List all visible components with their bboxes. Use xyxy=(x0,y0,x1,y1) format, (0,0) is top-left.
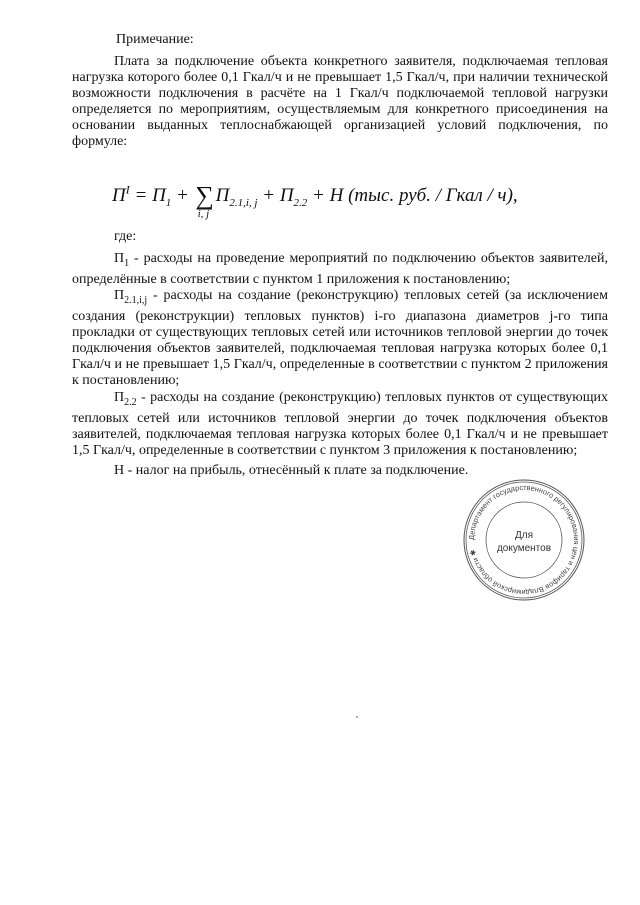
scan-speck xyxy=(356,716,358,718)
definition-p21 xyxy=(72,288,608,389)
formula-p1-sub: 1 xyxy=(165,197,172,209)
definition-subscript: 2.2 xyxy=(124,396,137,408)
definition-text: - расходы на создание (реконструкцию) тепловых пунктов от существующих тепловых сетей или источников тепловой энергии до точек подключения объектов заявителей, подключаемая тепловая нагрузка которых более 0,1 Гкал/ч и не превышает 1,5 Гкал/ч, определенные в соответствии с пунктом 3 приложения к постановлению; xyxy=(72,390,608,458)
sigma-index: i, j xyxy=(197,208,210,220)
definition-h xyxy=(72,463,608,479)
formula-p22: П xyxy=(279,185,294,206)
definition-symbol: Н xyxy=(114,463,125,478)
definition-subscript: 2.1,i,j xyxy=(124,294,148,306)
formula-plus1: + xyxy=(171,185,194,206)
formula-lhs-sup: I xyxy=(125,182,130,197)
definition-text: - расходы на проведение мероприятий по подключению объектов заявителей, определённые в соответствии с пунктом 1 приложения к постановлению; xyxy=(72,251,608,287)
formula-sum xyxy=(194,178,216,220)
formula-lhs: П xyxy=(112,185,126,206)
definition-symbol: П xyxy=(114,390,125,405)
formula xyxy=(112,178,518,222)
stamp-center-line2: документов xyxy=(496,543,552,554)
formula-p21-sub: 2.1,i, j xyxy=(229,197,258,209)
stamp-center-line1: Для xyxy=(514,530,534,541)
definition-text: - налог на прибыль, отнесённый к плате за подключение. xyxy=(124,463,469,478)
formula-units: (тыс. руб. / Гкал / ч), xyxy=(343,185,518,206)
formula-plus3: + xyxy=(307,185,330,206)
definition-symbol: П xyxy=(114,288,125,303)
stamp-ring-text: Департамент государственного регулирования цен и тарифов Владимирской области ✱ xyxy=(466,482,582,598)
definition-p1 xyxy=(72,251,608,288)
formula-p1: П xyxy=(152,185,166,206)
formula-p21: П xyxy=(215,185,230,206)
definition-p22 xyxy=(72,390,608,459)
formula-p22-sub: 2.2 xyxy=(293,197,308,209)
note-heading: Примечание: xyxy=(116,32,194,47)
sigma-symbol: ∑ xyxy=(195,181,214,210)
definition-symbol: П xyxy=(114,251,125,266)
intro-paragraph: Плата за подключение объекта конкретного заявителя, подключаемая тепловая нагрузка которого более 0,1 Гкал/ч и не превышает 1,5 Гкал/ч, при наличии технической возможности подключения в расчёте на 1 Гкал/ч подключаемой тепловой нагрузки определяется по мероприятиям, осуществляемым для конкретного присоединения на основании выданных теплоснабжающей организацией условий подключения, по формуле: xyxy=(72,54,608,149)
formula-plus2: + xyxy=(257,185,280,206)
official-stamp xyxy=(462,478,586,602)
formula-h: Н xyxy=(329,185,344,206)
where-label: где: xyxy=(114,229,137,244)
formula-eq: = xyxy=(129,185,153,206)
definition-subscript: 1 xyxy=(124,257,130,269)
definition-text: - расходы на создание (реконструкцию) тепловых сетей (за исключением создания (реконструкции) тепловых пунктов) i-го диапазона диаметров j-го типа прокладки от существующих тепловых сетей или источников тепловой энергии до точек подключения объектов заявителей, подключаемая тепловая нагрузка которых более 0,1 Гкал/ч и не превышает 1,5 Гкал/ч, определенные в соответствии с пунктом 2 приложения к постановлению; xyxy=(72,288,608,388)
